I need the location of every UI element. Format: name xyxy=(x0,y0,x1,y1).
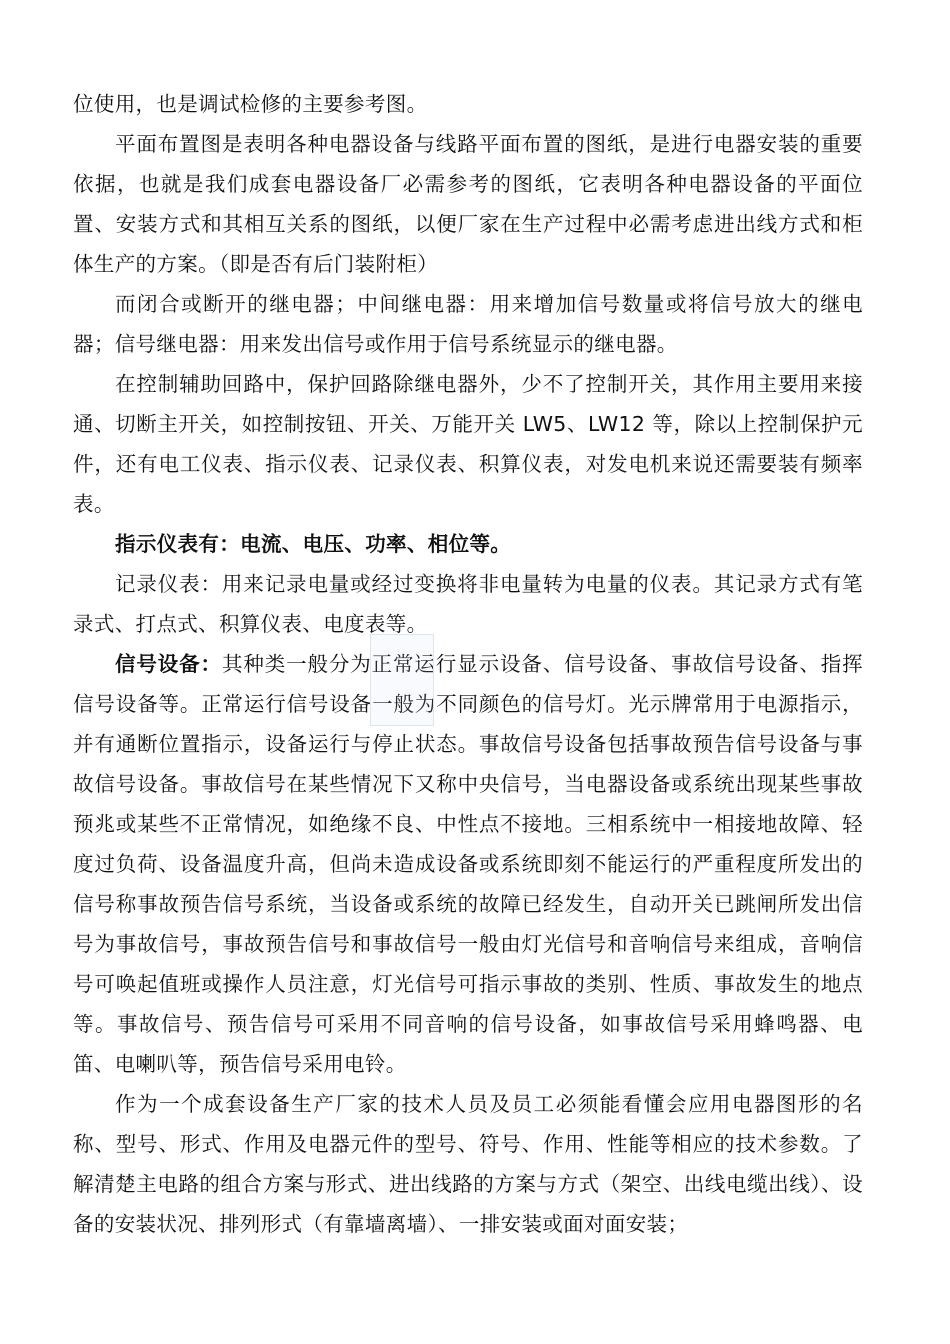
paragraph-2-text: 平面布置图是表明各种电器设备与线路平面布置的图纸，是进行电器安装的重要依据，也就是我们成套电器设备厂必需参考的图纸，它表明各种电器设备的平面位置、安装方式和其相互关系的图纸，以便厂家在生产过程中必需考虑进出线方式和柜体生产的方案。（即是否有后门装附柜） xyxy=(73,132,863,276)
paragraph-7-lead: 信号设备： xyxy=(115,652,222,676)
paragraph-3 xyxy=(73,284,863,364)
paragraph-4 xyxy=(73,364,863,524)
paragraph-1-text: 位使用，也是调试检修的主要参考图。 xyxy=(73,92,428,116)
paragraph-3-text: 而闭合或断开的继电器；中间继电器：用来增加信号数量或将信号放大的继电器；信号继电器：用来发出信号或作用于信号系统显示的继电器。 xyxy=(73,292,863,356)
paragraph-5-heading xyxy=(73,524,863,564)
document-page xyxy=(73,84,863,1244)
paragraph-1 xyxy=(73,84,863,124)
paragraph-7-text: 其种类一般分为正常运行显示设备、信号设备、事故信号设备、指挥信号设备等。正常运行信号设备一般为不同颜色的信号灯。光示牌常用于电源指示，并有通断位置指示，设备运行与停止状态。事故信号设备包括事故预告信号设备与事故信号设备。事故信号在某些情况下又称中央信号，当电器设备或系统出现某些事故预兆或某些不正常情况，如绝缘不良、中性点不接地。三相系统中一相接地故障、轻度过负荷、设备温度升高，但尚未造成设备或系统即刻不能运行的严重程度所发出的信号称事故预告信号系统，当设备或系统的故障已经发生，自动开关已跳闸所发出信号为事故信号，事故预告信号和事故信号一般由灯光信号和音响信号来组成，音响信号可唤起值班或操作人员注意，灯光信号可指示事故的类别、性质、事故发生的地点等。事故信号、预告信号可采用不同音响的信号设备，如事故信号采用蜂鸣器、电笛、电喇叭等，预告信号采用电铃。 xyxy=(73,652,864,1076)
paragraph-2 xyxy=(73,124,863,284)
paragraph-5-text: 指示仪表有：电流、电压、功率、相位等。 xyxy=(115,532,512,556)
paragraph-8 xyxy=(73,1084,863,1244)
paragraph-4-text: 在控制辅助回路中，保护回路除继电器外，少不了控制开关，其作用主要用来接通、切断主开关，如控制按钮、开关、万能开关 LW5、LW12 等，除以上控制保护元件，还有电工仪表、指示仪表、记录仪表、积算仪表，对发电机来说还需要装有频率表。 xyxy=(73,372,863,516)
paragraph-6 xyxy=(73,564,863,644)
paragraph-8-text: 作为一个成套设备生产厂家的技术人员及员工必须能看懂会应用电器图形的名称、型号、形式、作用及电器元件的型号、符号、作用、性能等相应的技术参数。了解清楚主电路的组合方案与形式、进出线路的方案与方式（架空、出线电缆出线）、设备的安装状况、排列形式（有靠墙离墙）、一排安装或面对面安装； xyxy=(73,1092,863,1236)
paragraph-6-text: 记录仪表：用来记录电量或经过变换将非电量转为电量的仪表。其记录方式有笔录式、打点式、积算仪表、电度表等。 xyxy=(73,572,863,636)
paragraph-7 xyxy=(73,644,863,1084)
